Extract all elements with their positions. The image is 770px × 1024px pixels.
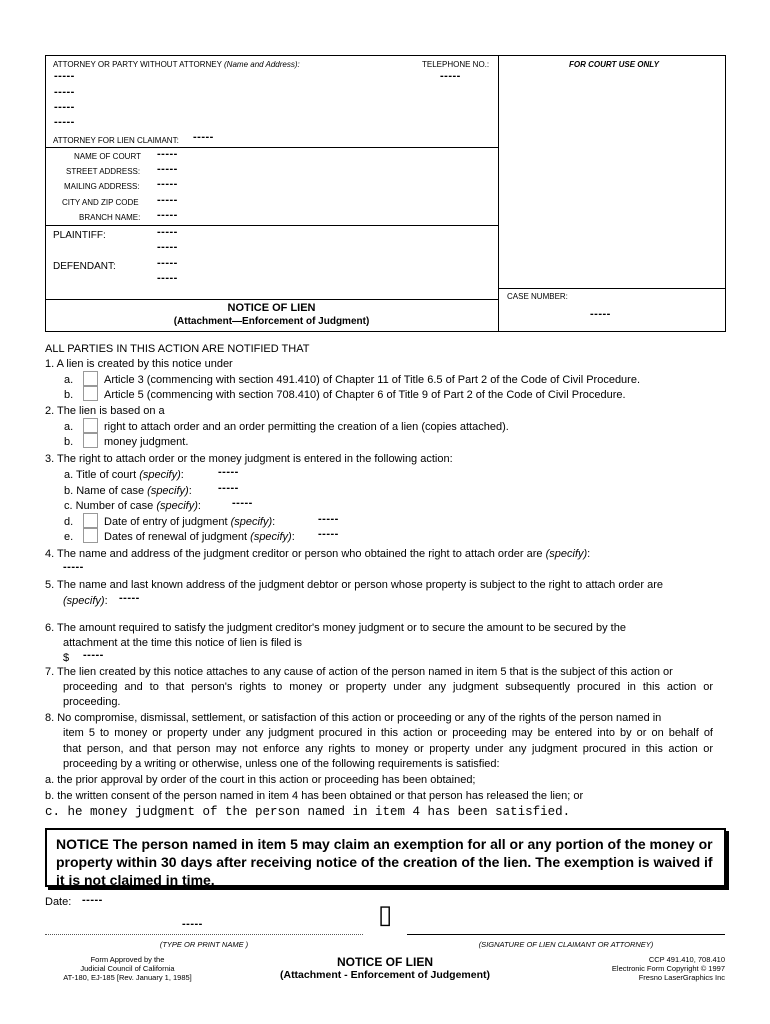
- defendant-field-line2[interactable]: -----: [157, 272, 178, 284]
- court-name-field[interactable]: -----: [157, 148, 178, 160]
- item8-line2: item 5 to money or property under any judgment procured in this action or proceeding may be entered into by or on behalf of: [63, 727, 713, 739]
- item4-text: 4. The name and address of the judgment creditor or person who obtained the right to attach order are (specify):: [45, 548, 591, 560]
- type-name-field[interactable]: -----: [182, 918, 203, 930]
- footer-right: [560, 955, 725, 982]
- signature-line: [407, 934, 725, 935]
- type-name-line: [45, 934, 363, 935]
- street-address-field[interactable]: -----: [157, 163, 178, 175]
- item1b-letter: b.: [64, 389, 74, 401]
- item2b-text: money judgment.: [104, 436, 189, 448]
- city-zip-field[interactable]: -----: [157, 194, 178, 206]
- item3b-text: b. Name of case (specify):: [64, 485, 192, 497]
- item3c-text: c. Number of case (specify):: [64, 500, 201, 512]
- footer-right-line2: Electronic Form Copyright © 1997: [611, 964, 725, 973]
- telephone-field[interactable]: -----: [440, 70, 461, 82]
- item8-line3: that person, and that person may not enforce any rights to money or property under any judgment procured in this action or: [63, 743, 713, 755]
- item3e-text: Dates of renewal of judgment (specify):: [104, 531, 295, 543]
- item8-line4: proceeding by a writing or otherwise, unless one of the following requirements is satisfied:: [63, 758, 500, 770]
- branch-name-label: BRANCH NAME:: [79, 213, 141, 222]
- caption-subtitle: (Attachment—Enforcement of Judgment): [173, 316, 370, 327]
- plaintiff-field-line2[interactable]: -----: [157, 241, 178, 253]
- item1a-letter: a.: [64, 374, 74, 386]
- date-label: Date:: [45, 896, 72, 908]
- item1b-checkbox[interactable]: [83, 386, 98, 401]
- item3d-checkbox[interactable]: [83, 513, 98, 528]
- signature-field[interactable]: [407, 905, 725, 933]
- item3e-checkbox[interactable]: [83, 528, 98, 543]
- item8b-text: b. the written consent of the person named in item 4 has been obtained or that person has released the lien; or: [45, 790, 584, 802]
- attorney-for-label: ATTORNEY FOR LIEN CLAIMANT:: [53, 136, 179, 145]
- name-of-case-field[interactable]: -----: [218, 482, 239, 494]
- item2a-letter: a.: [64, 421, 74, 433]
- item2-text: 2. The lien is based on a: [45, 405, 165, 417]
- footer-right-line1: CCP 491.410, 708.410: [648, 955, 725, 964]
- footer-title: NOTICE OF LIEN: [337, 955, 433, 969]
- item5-specify: (specify):: [63, 595, 108, 607]
- item7-line3: proceeding.: [63, 696, 121, 708]
- plaintiff-label: PLAINTIFF:: [53, 230, 106, 241]
- footer-left-line2: Judicial Council of California: [80, 964, 175, 973]
- street-address-label: STREET ADDRESS:: [66, 167, 141, 176]
- item5-text: 5. The name and last known address of the judgment debtor or person whose property is subject to the right to attach order are: [45, 579, 663, 591]
- caption-title: NOTICE OF LIEN: [227, 302, 316, 314]
- item2a-text: right to attach order and an order permitting the creation of a lien (copies attached).: [104, 421, 509, 433]
- item1-text: 1. A lien is created by this notice under: [45, 358, 233, 370]
- signature-marker-icon: ▯: [378, 899, 393, 929]
- court-use-label: FOR COURT USE ONLY: [569, 60, 659, 69]
- item1b-text: Article 5 (commencing with section 708.410) of Chapter 6 of Title 9 of Part 2 of the Code of Civil Procedure.: [104, 389, 626, 401]
- number-of-case-field[interactable]: -----: [232, 497, 253, 509]
- attorney-address-line3[interactable]: -----: [54, 116, 75, 128]
- footer-subtitle: (Attachment - Enforcement of Judgement): [279, 969, 490, 981]
- plaintiff-field[interactable]: -----: [157, 226, 178, 238]
- telephone-label: TELEPHONE NO.:: [422, 60, 490, 69]
- footer-center: [240, 955, 530, 981]
- type-name-label: (TYPE OR PRINT NAME ): [159, 940, 249, 949]
- footer-right-line3: Fresno LaserGraphics Inc: [638, 973, 725, 982]
- item8-line1: 8. No compromise, dismissal, settlement, or satisfaction of this action or proceeding or any of the rights of the person named in: [45, 712, 662, 724]
- title-of-court-field[interactable]: -----: [218, 466, 239, 478]
- item7-line1: 7. The lien created by this notice attaches to any cause of action of the person named in item 5 that is the subject of this action or: [45, 666, 673, 678]
- judgment-creditor-field[interactable]: -----: [63, 561, 84, 573]
- item8a-text: a. the prior approval by order of the court in this action or proceeding has been obtained;: [45, 774, 476, 786]
- signature-label: (SIGNATURE OF LIEN CLAIMANT OR ATTORNEY): [478, 940, 654, 949]
- item1a-checkbox[interactable]: [83, 371, 98, 386]
- item2b-letter: b.: [64, 436, 74, 448]
- amount-field[interactable]: -----: [83, 649, 104, 661]
- mailing-address-field[interactable]: -----: [157, 178, 178, 190]
- defendant-field[interactable]: -----: [157, 257, 178, 269]
- item3d-letter: d.: [64, 516, 74, 528]
- dollar-sign: $: [63, 652, 70, 664]
- branch-name-field[interactable]: -----: [157, 209, 178, 221]
- notice-box: [45, 828, 726, 887]
- defendant-label: DEFENDANT:: [53, 261, 116, 272]
- item3d-text: Date of entry of judgment (specify):: [104, 516, 276, 528]
- item6-line1: 6. The amount required to satisfy the judgment creditor's money judgment or to secure the amount to be secured by the: [45, 622, 626, 634]
- footer-left-line3: AT-180, EJ-185 [Rev. January 1, 1985]: [63, 973, 192, 982]
- city-zip-label: CITY AND ZIP CODE: [62, 198, 139, 207]
- date-field[interactable]: -----: [82, 894, 103, 906]
- attorney-name-field[interactable]: -----: [54, 70, 75, 82]
- item1a-text: Article 3 (commencing with section 491.410) of Chapter 11 of Title 6.5 of Part 2 of the Code of Civil Procedure.: [104, 374, 641, 386]
- item8c-text: c. he money judgment of the person named in item 4 has been satisfied.: [45, 805, 571, 819]
- attorney-label: ATTORNEY OR PARTY WITHOUT ATTORNEY (Name and Address):: [53, 60, 300, 69]
- attorney-address-line1[interactable]: -----: [54, 86, 75, 98]
- item3-text: 3. The right to attach order or the money judgment is entered in the following action:: [45, 453, 453, 465]
- date-of-entry-field[interactable]: -----: [318, 513, 339, 525]
- attorney-address-line2[interactable]: -----: [54, 101, 75, 113]
- intro-text: ALL PARTIES IN THIS ACTION ARE NOTIFIED THAT: [45, 343, 310, 355]
- court-name-label: NAME OF COURT: [74, 152, 141, 161]
- dates-of-renewal-field[interactable]: -----: [318, 528, 339, 540]
- attorney-for-field[interactable]: -----: [193, 131, 214, 143]
- judgment-debtor-field[interactable]: -----: [119, 592, 140, 604]
- mailing-address-label: MAILING ADDRESS:: [64, 182, 140, 191]
- notice-text: NOTICE The person named in item 5 may claim an exemption for all or any portion of the money or property within 30 days after receiving notice of the creation of the lien. The exemption is waived if it is not claimed in time.: [56, 836, 713, 888]
- footer-left-line1: Form Approved by the: [90, 955, 165, 964]
- item6-line2: attachment at the time this notice of lien is filed is: [63, 637, 303, 649]
- item3e-letter: e.: [64, 531, 74, 543]
- item3a-text: a. Title of court (specify):: [64, 469, 184, 481]
- item7-line2: proceeding and to that person's rights to money or property under any judgment subsequently procured in this action or: [63, 681, 713, 693]
- case-number-field[interactable]: -----: [590, 308, 611, 320]
- footer-left: [45, 955, 210, 982]
- item2a-checkbox[interactable]: [83, 418, 98, 433]
- case-number-label: CASE NUMBER:: [507, 292, 568, 301]
- item2b-checkbox[interactable]: [83, 433, 98, 448]
